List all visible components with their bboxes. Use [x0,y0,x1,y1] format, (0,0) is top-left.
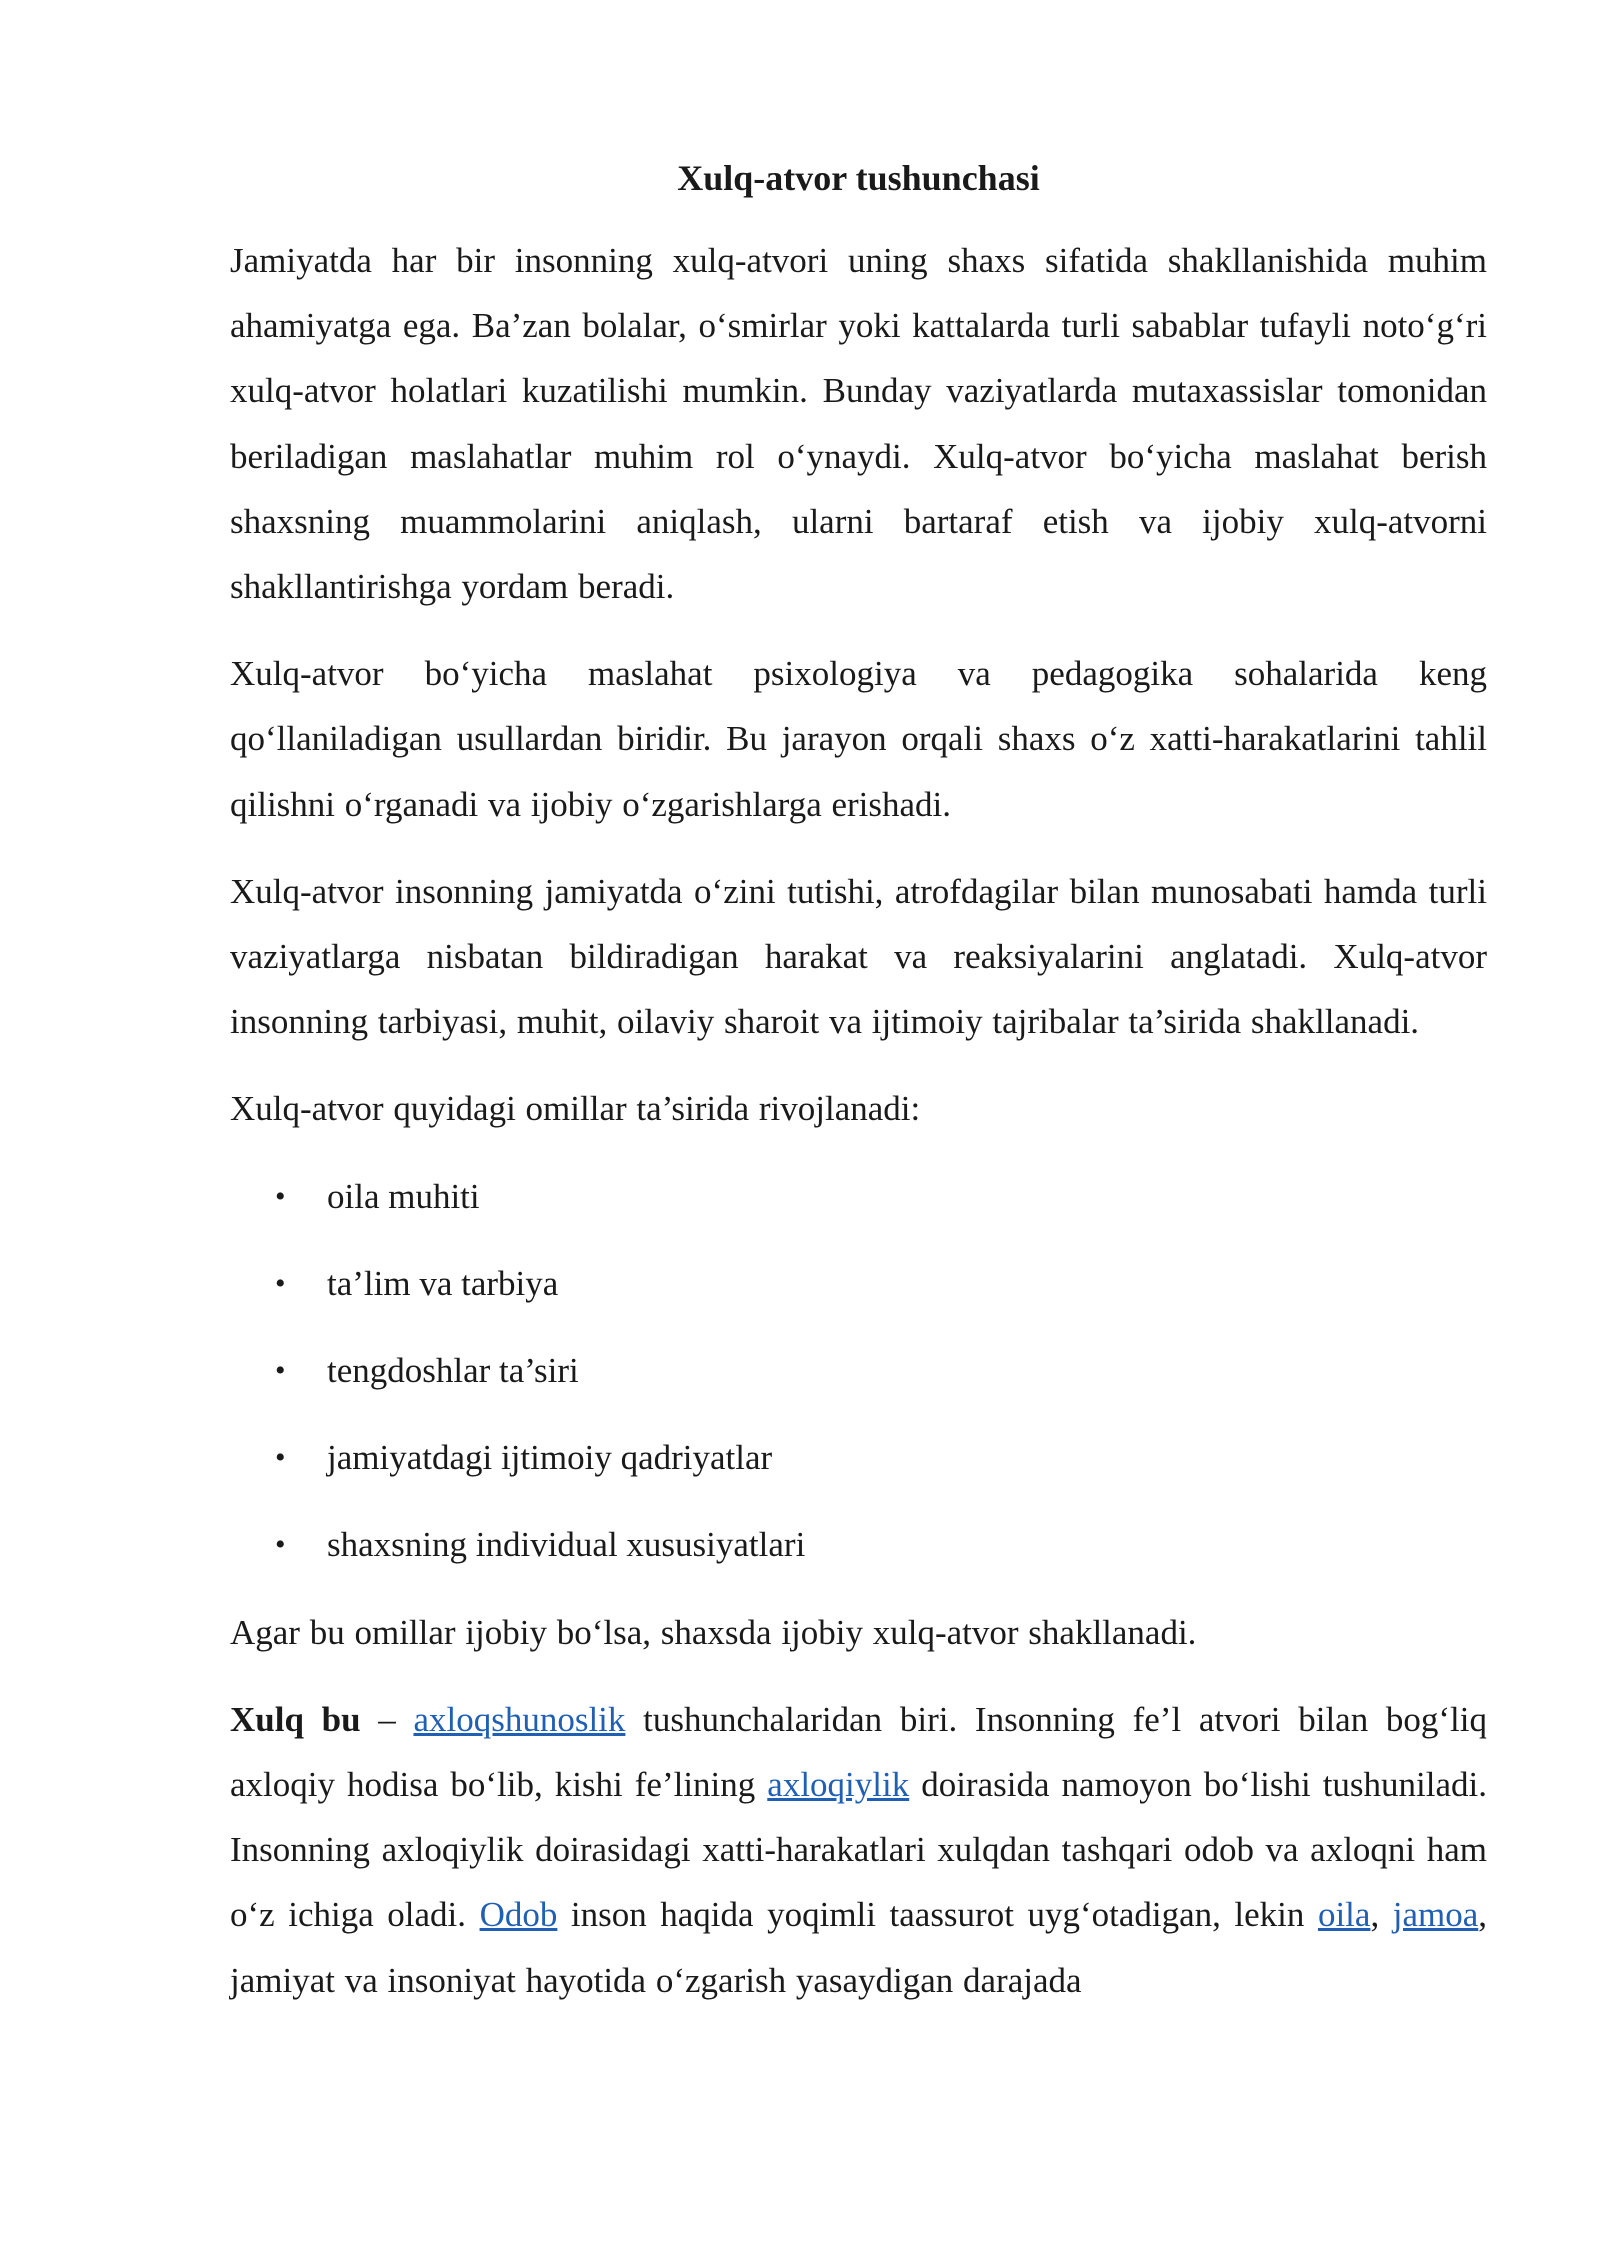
link-odob[interactable]: Odob [479,1895,558,1935]
definition-text: , jamiyat va insoniyat hayotida o‘zgarish yasaydigan darajada [230,1895,1488,2000]
document-title: Xulq-atvor tushunchasi [677,158,1040,198]
list-item: • tengdoshlar ta’siri [230,1338,1487,1403]
paragraph-definition-behavior: Xulq-atvor insonning jamiyatda o‘zini tutishi, atrofdagilar bilan munosabati hamda turli vaziyatlarga nisbatan bildiradigan harakat va reaksiyalarini anglatadi. Xulq-atvor insonning tarbiyasi, muhit, oilaviy sharoit va ijtimoiy tajribalar ta’sirida shakllanadi. [230,871,1487,1042]
link-axloqiylik[interactable]: axloqiylik [767,1765,910,1805]
paragraph-xulq-definition [230,1687,1487,2013]
link-oila[interactable]: oila [1317,1895,1371,1935]
definition-text: inson haqida yoqimli taassurot uyg‘otadigan, lekin [557,1895,1318,1935]
link-jamoa[interactable]: jamoa [1392,1895,1479,1935]
definition-text: , [1370,1895,1393,1935]
paragraph-factors-intro: Xulq-atvor quyidagi omillar ta’sirida rivojlanadi: [230,1089,921,1129]
list-item: • jamiyatdagi ijtimoiy qadriyatlar [230,1425,1487,1490]
paragraph-conclusion: Agar bu omillar ijobiy bo‘lsa, shaxsda ijobiy xulq-atvor shakllanadi. [230,1612,1197,1652]
link-axloqshunoslik[interactable]: axloqshunoslik [413,1699,626,1739]
list-item: • shaxsning individual xususiyatlari [230,1512,1487,1577]
factors-list [230,1164,1487,1578]
list-item: • oila muhiti [230,1164,1487,1229]
definition-text: doirasida namoyon bo‘lishi tushuniladi. Insonning axloqiylik doirasidagi xatti-harakatlari xulqdan tashqari odob va axloqni ham o‘z ichiga oladi. [230,1765,1487,1935]
paragraph-intro: Jamiyatda har bir insonning xulq-atvori uning shaxs sifatida shakllanishida muhim ahamiyatga ega. Ba’zan bolalar, o‘smirlar yoki kattalarda turli sabablar tufayli noto‘g‘ri xulq-atvor holatlari kuzatilishi mumkin. Bunday vaziyatlarda mutaxassislar tomonidan beriladigan maslahatlar muhim rol o‘ynaydi. Xulq-atvor bo‘yicha maslahat berish shaxsning muammolarini aniqlash, ularni bartaraf etish va ijobiy xulq-atvorni shakllantirishga yordam beradi. [230,241,1487,607]
definition-text: tushunchalaridan biri. Insonning fe’l atvori bilan bog‘liq axloqiy hodisa bo‘lib, kishi fe’lining [230,1699,1487,1805]
list-item: • ta’lim va tarbiya [230,1251,1487,1316]
definition-text: – [360,1699,414,1739]
definition-term: Xulq bu [230,1699,361,1739]
paragraph-counseling: Xulq-atvor bo‘yicha maslahat psixologiya va pedagogika sohalarida keng qo‘llaniladigan usullardan biridir. Bu jarayon orqali shaxs o‘z xatti-harakatlarini tahlil qilishni o‘rganadi va ijobiy o‘zgarishlarga erishadi. [230,654,1487,824]
